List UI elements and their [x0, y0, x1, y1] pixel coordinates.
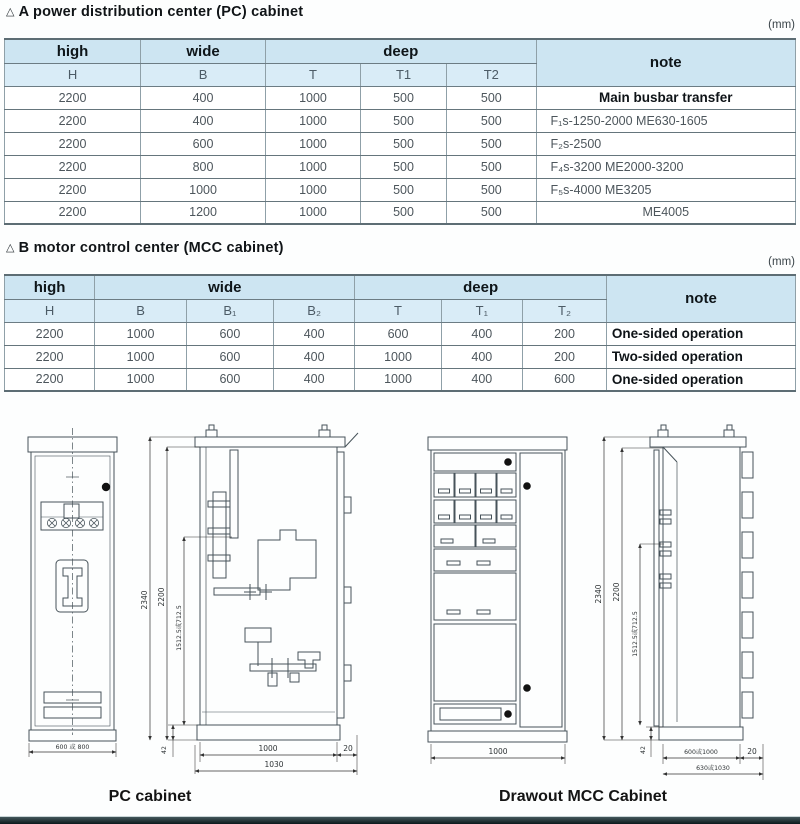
cell: 500 [360, 155, 446, 178]
pc-height-mid-dim: 1512.5或712.5 [176, 605, 183, 651]
col-note: note [606, 275, 795, 322]
drawer-row [434, 525, 516, 547]
cell: 600 [141, 132, 266, 155]
cabinet-base [428, 731, 567, 742]
instrument-panel [41, 502, 103, 530]
section-b-title-text: B motor control center (MCC cabinet) [18, 240, 284, 256]
col-T2: T2 [447, 63, 536, 86]
note-cell: One-sided operation [606, 368, 795, 391]
cell: 1000 [266, 178, 361, 201]
door-panel [434, 624, 516, 701]
cell: 1000 [355, 345, 441, 368]
door-lock-dot [523, 684, 531, 692]
note-cell: Two-sided operation [606, 345, 795, 368]
note-cell: Main busbar transfer [536, 86, 795, 109]
mcc-depth-total-dim: 630或1030 [696, 765, 730, 772]
door-lock-dot [102, 483, 110, 491]
mcc-cabinet-caption: Drawout MCC Cabinet [499, 788, 667, 805]
col-T1: T1 [360, 63, 446, 86]
mcc-front-width-dim: 1000 [488, 747, 508, 756]
cell: 2200 [5, 345, 95, 368]
col-T: T [266, 63, 361, 86]
hinge [344, 587, 351, 603]
pc-front-width-dim: 600 或 800 [55, 744, 90, 751]
table-row [5, 345, 796, 368]
cell: 400 [441, 322, 522, 345]
col-wide: wide [95, 275, 355, 299]
cell: 2200 [5, 132, 141, 155]
table-row [5, 322, 796, 345]
drawer-row [434, 573, 516, 620]
pc-depth-body-dim: 1000 [258, 744, 278, 753]
unit-label-a: (mm) [768, 19, 795, 31]
pc-base-height-dim: 42 [161, 746, 168, 754]
cell: 1000 [266, 86, 361, 109]
cell: 500 [447, 155, 536, 178]
breaker-unit [258, 530, 316, 590]
col-B2: B₂ [273, 299, 354, 322]
cell: 400 [441, 368, 522, 391]
pc-side-view [195, 425, 358, 740]
side-door [654, 450, 659, 726]
pc-front-view [28, 428, 117, 741]
cell: 200 [523, 322, 607, 345]
note-cell: F₂s-2500 [536, 132, 795, 155]
cabinet-base [29, 730, 116, 741]
note-cell: F₅s-4000 ME3205 [536, 178, 795, 201]
cell: 1200 [141, 201, 266, 224]
table-b-header-row [5, 275, 796, 299]
cell: 1000 [266, 155, 361, 178]
mcc-base-height-dim: 42 [640, 746, 647, 754]
cell: 500 [360, 109, 446, 132]
mcc-depth-body-dim: 600或1000 [684, 749, 718, 756]
table-a-header-row [5, 39, 796, 63]
indicator-lights [47, 518, 98, 527]
pc-cabinet-caption: PC cabinet [108, 788, 192, 805]
cell: 1000 [95, 368, 187, 391]
cell: 600 [186, 345, 273, 368]
cell: 600 [355, 322, 441, 345]
cell: 600 [186, 322, 273, 345]
bottom-drawer [434, 704, 516, 724]
mcc-side-view [650, 425, 753, 740]
pc-depth-total-dim: 1030 [264, 760, 284, 769]
cell: 2200 [5, 368, 95, 391]
technical-drawings [0, 388, 800, 812]
page-footer-bar [0, 816, 800, 824]
section-a-title [6, 4, 303, 20]
cell: 800 [141, 155, 266, 178]
cell: 1000 [355, 368, 441, 391]
cabinet-base [659, 727, 743, 740]
mcc-side-dimensions [604, 437, 763, 780]
drawer-row [434, 473, 516, 497]
table-row [5, 155, 796, 178]
side-door [337, 452, 344, 718]
mcc-depth-door-dim: 20 [747, 747, 757, 756]
col-H: H [5, 299, 95, 322]
cell: 400 [141, 86, 266, 109]
col-B1: B₁ [186, 299, 273, 322]
hinge [344, 497, 351, 513]
cell: 500 [447, 109, 536, 132]
col-B: B [95, 299, 187, 322]
mcc-height-frame-dim: 2200 [612, 582, 621, 602]
col-high: high [5, 275, 95, 299]
cell: 2200 [5, 109, 141, 132]
mcc-height-total-dim: 2340 [594, 584, 603, 604]
cell: 1000 [95, 345, 187, 368]
door-lock-dot [504, 458, 512, 466]
drawer [434, 453, 516, 471]
cell: 500 [360, 86, 446, 109]
cell: 1000 [95, 322, 187, 345]
note-cell: F₄s-3200 ME2000-3200 [536, 155, 795, 178]
col-B: B [141, 63, 266, 86]
cell: 2200 [5, 178, 141, 201]
cell: 500 [447, 132, 536, 155]
section-b-title [6, 240, 284, 256]
note-cell: F₁s-1250-2000 ME630-1605 [536, 109, 795, 132]
cell: 400 [273, 322, 354, 345]
pc-depth-door-dim: 20 [343, 744, 353, 753]
col-H: H [5, 63, 141, 86]
hinge-strip [742, 452, 753, 718]
note-cell: One-sided operation [606, 322, 795, 345]
busbar-studs [660, 510, 671, 588]
mcc-height-mid-dim: 1512.5或712.5 [632, 611, 639, 657]
mcc-cabinet-table [4, 274, 796, 392]
cell: 1000 [141, 178, 266, 201]
cell: 500 [447, 178, 536, 201]
col-deep: deep [266, 39, 537, 63]
unit-label-b: (mm) [768, 256, 795, 268]
note-cell: ME4005 [536, 201, 795, 224]
triangle-marker: △ [6, 242, 15, 254]
col-T1: T₁ [441, 299, 522, 322]
door-lock-dot [523, 482, 531, 490]
cell: 500 [447, 201, 536, 224]
col-T2: T₂ [523, 299, 607, 322]
pc-cabinet-table [4, 38, 796, 225]
cell: 600 [523, 368, 607, 391]
busbar [230, 450, 238, 538]
cell: 400 [273, 345, 354, 368]
col-wide: wide [141, 39, 266, 63]
table-row [5, 132, 796, 155]
cabinet-base [197, 725, 340, 740]
cell: 1000 [266, 201, 361, 224]
mcc-front-view [428, 437, 567, 742]
pc-height-frame-dim: 2200 [157, 587, 166, 607]
pc-height-total-dim: 2340 [140, 590, 149, 610]
cell: 500 [447, 86, 536, 109]
cell: 400 [441, 345, 522, 368]
drawer-row [434, 500, 516, 523]
cell: 1000 [266, 109, 361, 132]
hinge [344, 665, 351, 681]
col-deep: deep [355, 275, 607, 299]
table-row [5, 178, 796, 201]
table-row [5, 109, 796, 132]
col-note: note [536, 39, 795, 86]
cell: 500 [360, 201, 446, 224]
drawer-row [434, 549, 516, 571]
table-row [5, 201, 796, 224]
cell: 400 [273, 368, 354, 391]
cell: 2200 [5, 322, 95, 345]
col-high: high [5, 39, 141, 63]
cell: 2200 [5, 201, 141, 224]
cell: 2200 [5, 155, 141, 178]
triangle-marker: △ [6, 6, 15, 18]
section-a-title-text: A power distribution center (PC) cabinet [18, 4, 304, 20]
cell: 600 [186, 368, 273, 391]
cell: 200 [523, 345, 607, 368]
col-T: T [355, 299, 441, 322]
cell: 500 [360, 178, 446, 201]
cell: 400 [141, 109, 266, 132]
cell: 1000 [266, 132, 361, 155]
cell: 2200 [5, 86, 141, 109]
cell: 500 [360, 132, 446, 155]
table-row [5, 86, 796, 109]
